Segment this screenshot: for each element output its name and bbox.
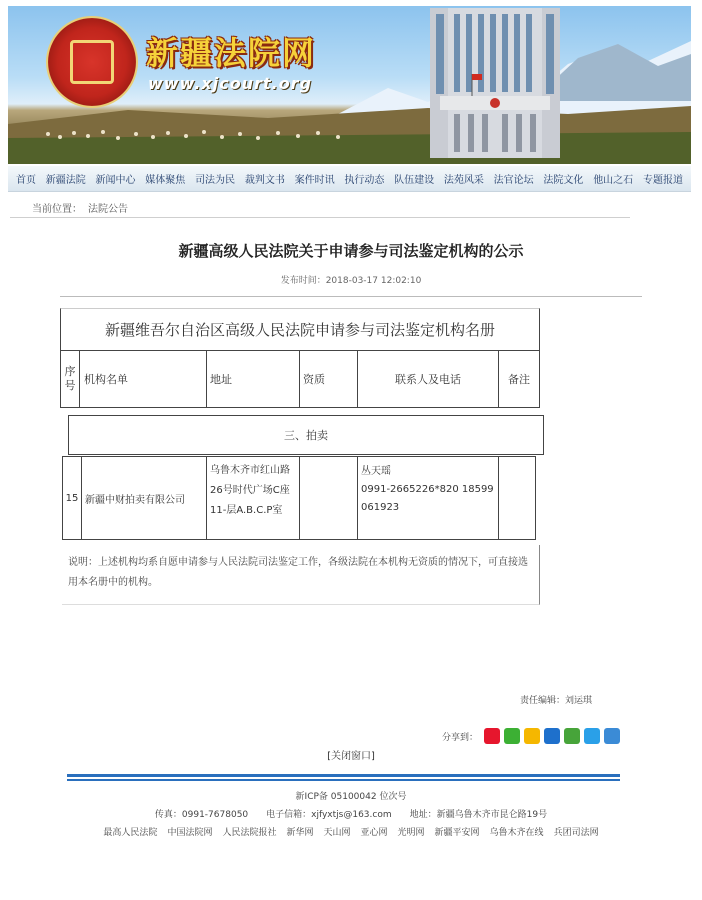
row-remark xyxy=(498,456,536,540)
kaixin-icon[interactable] xyxy=(564,728,580,744)
site-banner xyxy=(8,6,691,164)
footer-link[interactable]: 光明网 xyxy=(397,828,425,838)
header-qualification: 资质 xyxy=(299,350,358,408)
footer-contact: 传真：0991-7678050 电子信箱：xjfyxtjs@163.com 地址：新疆乌鲁木齐市昆仑路19号 xyxy=(154,810,548,820)
nav-item[interactable]: 媒体聚焦 xyxy=(145,175,186,186)
qq-icon[interactable] xyxy=(604,728,620,744)
row-name: 新疆中财拍卖有限公司 xyxy=(81,456,207,540)
renren-icon[interactable] xyxy=(544,728,560,744)
section-row: 三、拍卖 xyxy=(68,415,544,455)
court-building-illustration xyxy=(420,6,570,164)
row-address: 乌鲁木齐市红山路26号时代广场C座11-层A.B.C.P室 xyxy=(206,456,300,540)
contact-name: 丛天瑶 xyxy=(361,466,391,477)
share-label: 分享到： xyxy=(442,732,479,743)
close-window-link[interactable]: [关闭窗口] xyxy=(327,751,375,762)
footer-link[interactable]: 最高人民法院 xyxy=(103,828,158,838)
footer-link[interactable]: 人民法院报社 xyxy=(222,828,277,838)
publish-time: 发布时间：2018-03-17 12:02:10 xyxy=(280,276,422,286)
row-qualification xyxy=(299,456,358,540)
breadcrumb xyxy=(10,200,630,218)
footer-bar xyxy=(67,774,620,777)
header-address: 地址 xyxy=(206,350,300,408)
nav-item[interactable]: 执行动态 xyxy=(344,175,385,186)
row-contact xyxy=(357,456,499,540)
header-no: 序号 xyxy=(60,350,80,408)
footer-link[interactable]: 亚心网 xyxy=(360,828,388,838)
footer-link[interactable]: 新疆平安网 xyxy=(434,828,480,838)
divider xyxy=(60,296,642,297)
footer-bar-thin xyxy=(67,779,620,781)
footer-link[interactable]: 天山网 xyxy=(323,828,351,838)
header-name: 机构名单 xyxy=(79,350,207,408)
footer-link[interactable]: 乌鲁木齐在线 xyxy=(489,828,544,838)
footer-link[interactable]: 中国法院网 xyxy=(167,828,213,838)
nav-item[interactable]: 案件时讯 xyxy=(294,175,335,186)
footer-link[interactable]: 新华网 xyxy=(286,828,314,838)
row-no: 15 xyxy=(62,456,82,540)
nav-item[interactable]: 法官论坛 xyxy=(493,175,534,186)
nav-item[interactable]: 新疆法院 xyxy=(45,175,86,186)
wechat-icon[interactable] xyxy=(504,728,520,744)
breadcrumb-link[interactable]: 法院公告 xyxy=(88,204,128,215)
site-title: 新疆法院网 xyxy=(146,34,317,72)
nav-item[interactable]: 法院文化 xyxy=(543,175,584,186)
nav-item[interactable]: 新闻中心 xyxy=(95,175,136,186)
footer-links xyxy=(0,825,702,838)
nav-item[interactable]: 首页 xyxy=(16,175,36,186)
nav-item[interactable]: 司法为民 xyxy=(195,175,236,186)
share-bar xyxy=(442,728,620,744)
nav-item[interactable]: 队伍建设 xyxy=(394,175,435,186)
nav-item[interactable]: 裁判文书 xyxy=(244,175,285,186)
footer-icp: 新ICP备 05100042 位次号 xyxy=(295,792,407,802)
header-remark: 备注 xyxy=(498,350,540,408)
header-contact: 联系人及电话 xyxy=(357,350,499,408)
table-caption: 新疆维吾尔自治区高级人民法院申请参与司法鉴定机构名册 xyxy=(60,308,540,350)
table-note: 说明：上述机构均系自愿申请参与人民法院司法鉴定工作，各级法院在本机构无资质的情况下，可直接选用本名册中的机构。 xyxy=(62,545,540,605)
article-title: 新疆高级人民法院关于申请参与司法鉴定机构的公示 xyxy=(178,242,524,260)
weibo-icon[interactable] xyxy=(484,728,500,744)
contact-phone: 0991-2665226*820 18599061923 xyxy=(361,484,494,513)
site-url: www.xjcourt.org xyxy=(148,74,313,93)
qzone-icon[interactable] xyxy=(524,728,540,744)
editor-label: 责任编辑：刘运琪 xyxy=(520,696,593,706)
footer-link[interactable]: 兵团司法网 xyxy=(553,828,599,838)
main-nav xyxy=(8,166,691,192)
pengyou-icon[interactable] xyxy=(584,728,600,744)
nav-item[interactable]: 法苑风采 xyxy=(443,175,484,186)
nav-item[interactable]: 他山之石 xyxy=(593,175,634,186)
breadcrumb-label: 当前位置： xyxy=(32,204,82,215)
court-emblem-icon xyxy=(46,16,138,108)
nav-item[interactable]: 专题报道 xyxy=(642,175,683,186)
